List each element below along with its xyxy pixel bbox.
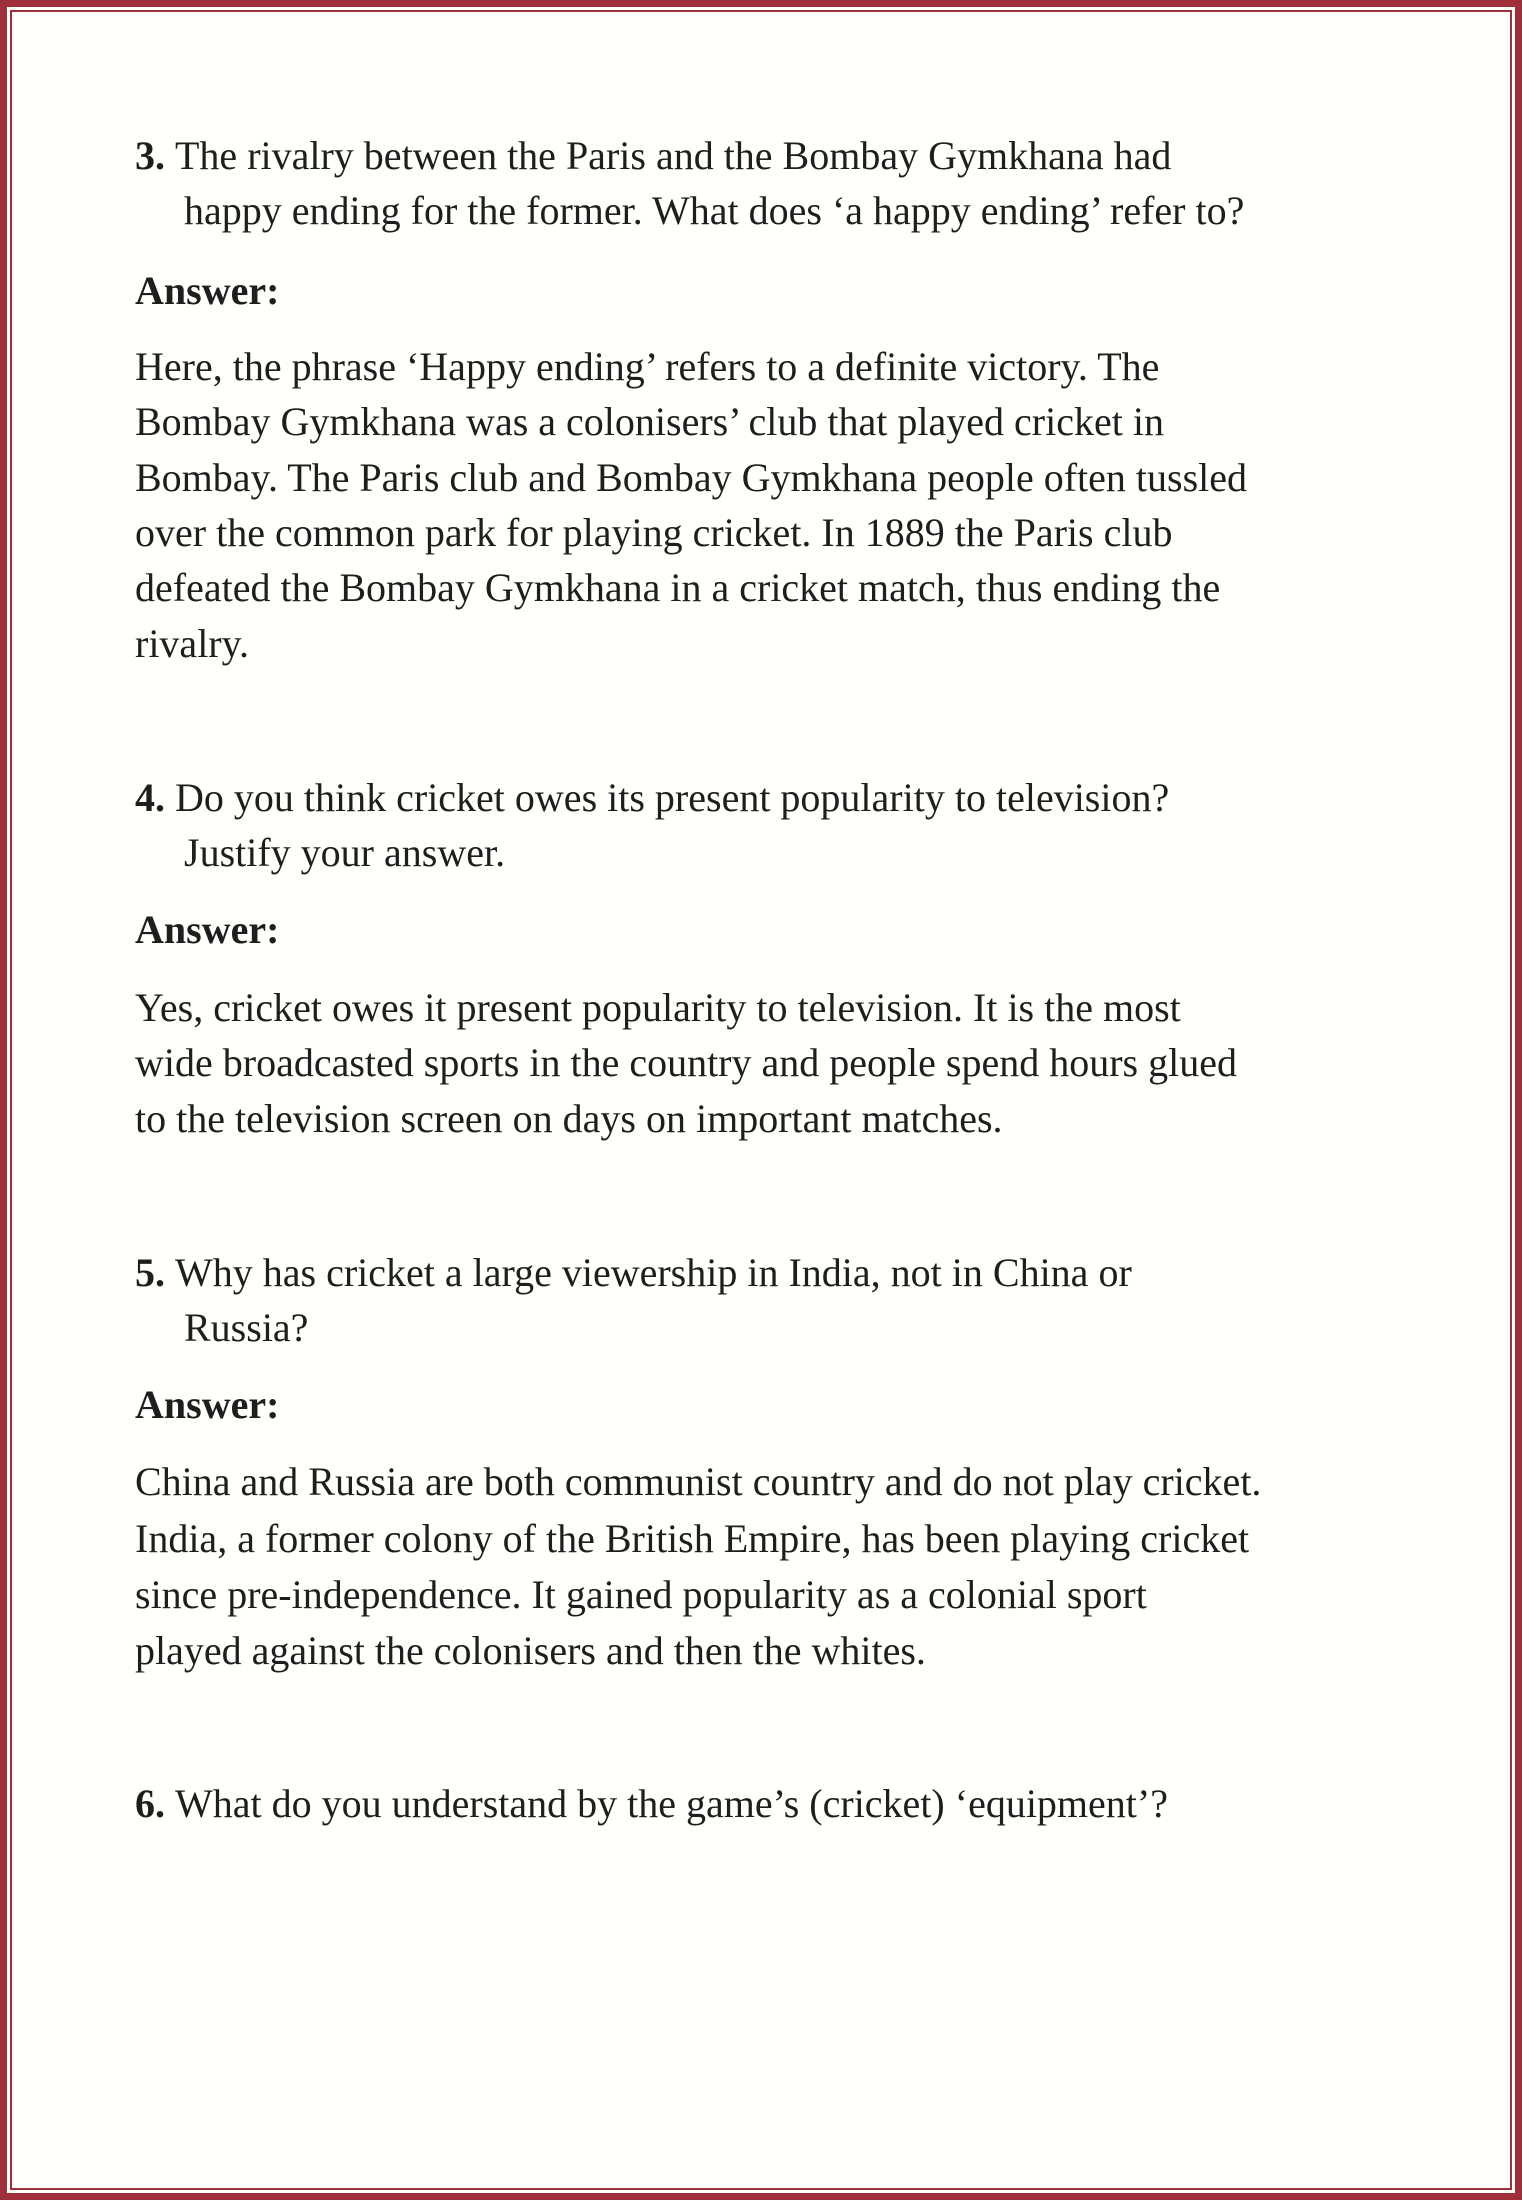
question-number: 3.: [135, 133, 165, 178]
question-5-line-2: Russia?: [184, 1305, 309, 1350]
answer-3-line: Bombay Gymkhana was a colonisers’ club that played cricket in: [135, 399, 1164, 444]
answer-3-line: defeated the Bombay Gymkhana in a cricket match, thus ending the: [135, 565, 1221, 610]
answer-4-line: wide broadcasted sports in the country and people spend hours glued: [135, 1040, 1237, 1085]
question-number: 5.: [135, 1250, 165, 1295]
question-4-line-2: Justify your answer.: [184, 830, 506, 875]
answer-5-line: China and Russia are both communist country and do not play cricket.: [135, 1459, 1262, 1504]
answer-label: Answer:: [135, 268, 280, 313]
answer-label: Answer:: [135, 1382, 280, 1427]
question-text: Why has cricket a large viewership in India, not in China or: [175, 1250, 1132, 1295]
question-text: What do you understand by the game’s (cricket) ‘equipment’?: [175, 1781, 1168, 1826]
answer-3-line: Here, the phrase ‘Happy ending’ refers to a definite victory. The: [135, 344, 1160, 389]
answer-4-line: Yes, cricket owes it present popularity to television. It is the most: [135, 985, 1181, 1030]
question-6-line-1: [135, 1776, 1168, 1831]
question-5-line-1: [135, 1245, 1132, 1300]
answer-5-line: played against the colonisers and then the whites.: [135, 1628, 926, 1673]
question-number: 6.: [135, 1781, 165, 1826]
answer-4-line: to the television screen on days on important matches.: [135, 1096, 1003, 1141]
question-4-line-1: [135, 770, 1169, 825]
answer-label: Answer:: [135, 907, 280, 952]
question-text: The rivalry between the Paris and the Bombay Gymkhana had: [175, 133, 1172, 178]
answer-3-line: over the common park for playing cricket. In 1889 the Paris club: [135, 510, 1173, 555]
question-number: 4.: [135, 775, 165, 820]
answer-3-line: rivalry.: [135, 621, 250, 666]
answer-3-line: Bombay. The Paris club and Bombay Gymkhana people often tussled: [135, 455, 1248, 500]
question-3-line-2: happy ending for the former. What does ‘a happy ending’ refer to?: [184, 188, 1245, 233]
question-text: Do you think cricket owes its present popularity to television?: [175, 775, 1170, 820]
answer-5-line: India, a former colony of the British Empire, has been playing cricket: [135, 1516, 1250, 1561]
question-3-line-1: [135, 128, 1171, 183]
answer-5-line: since pre-independence. It gained popularity as a colonial sport: [135, 1572, 1147, 1617]
